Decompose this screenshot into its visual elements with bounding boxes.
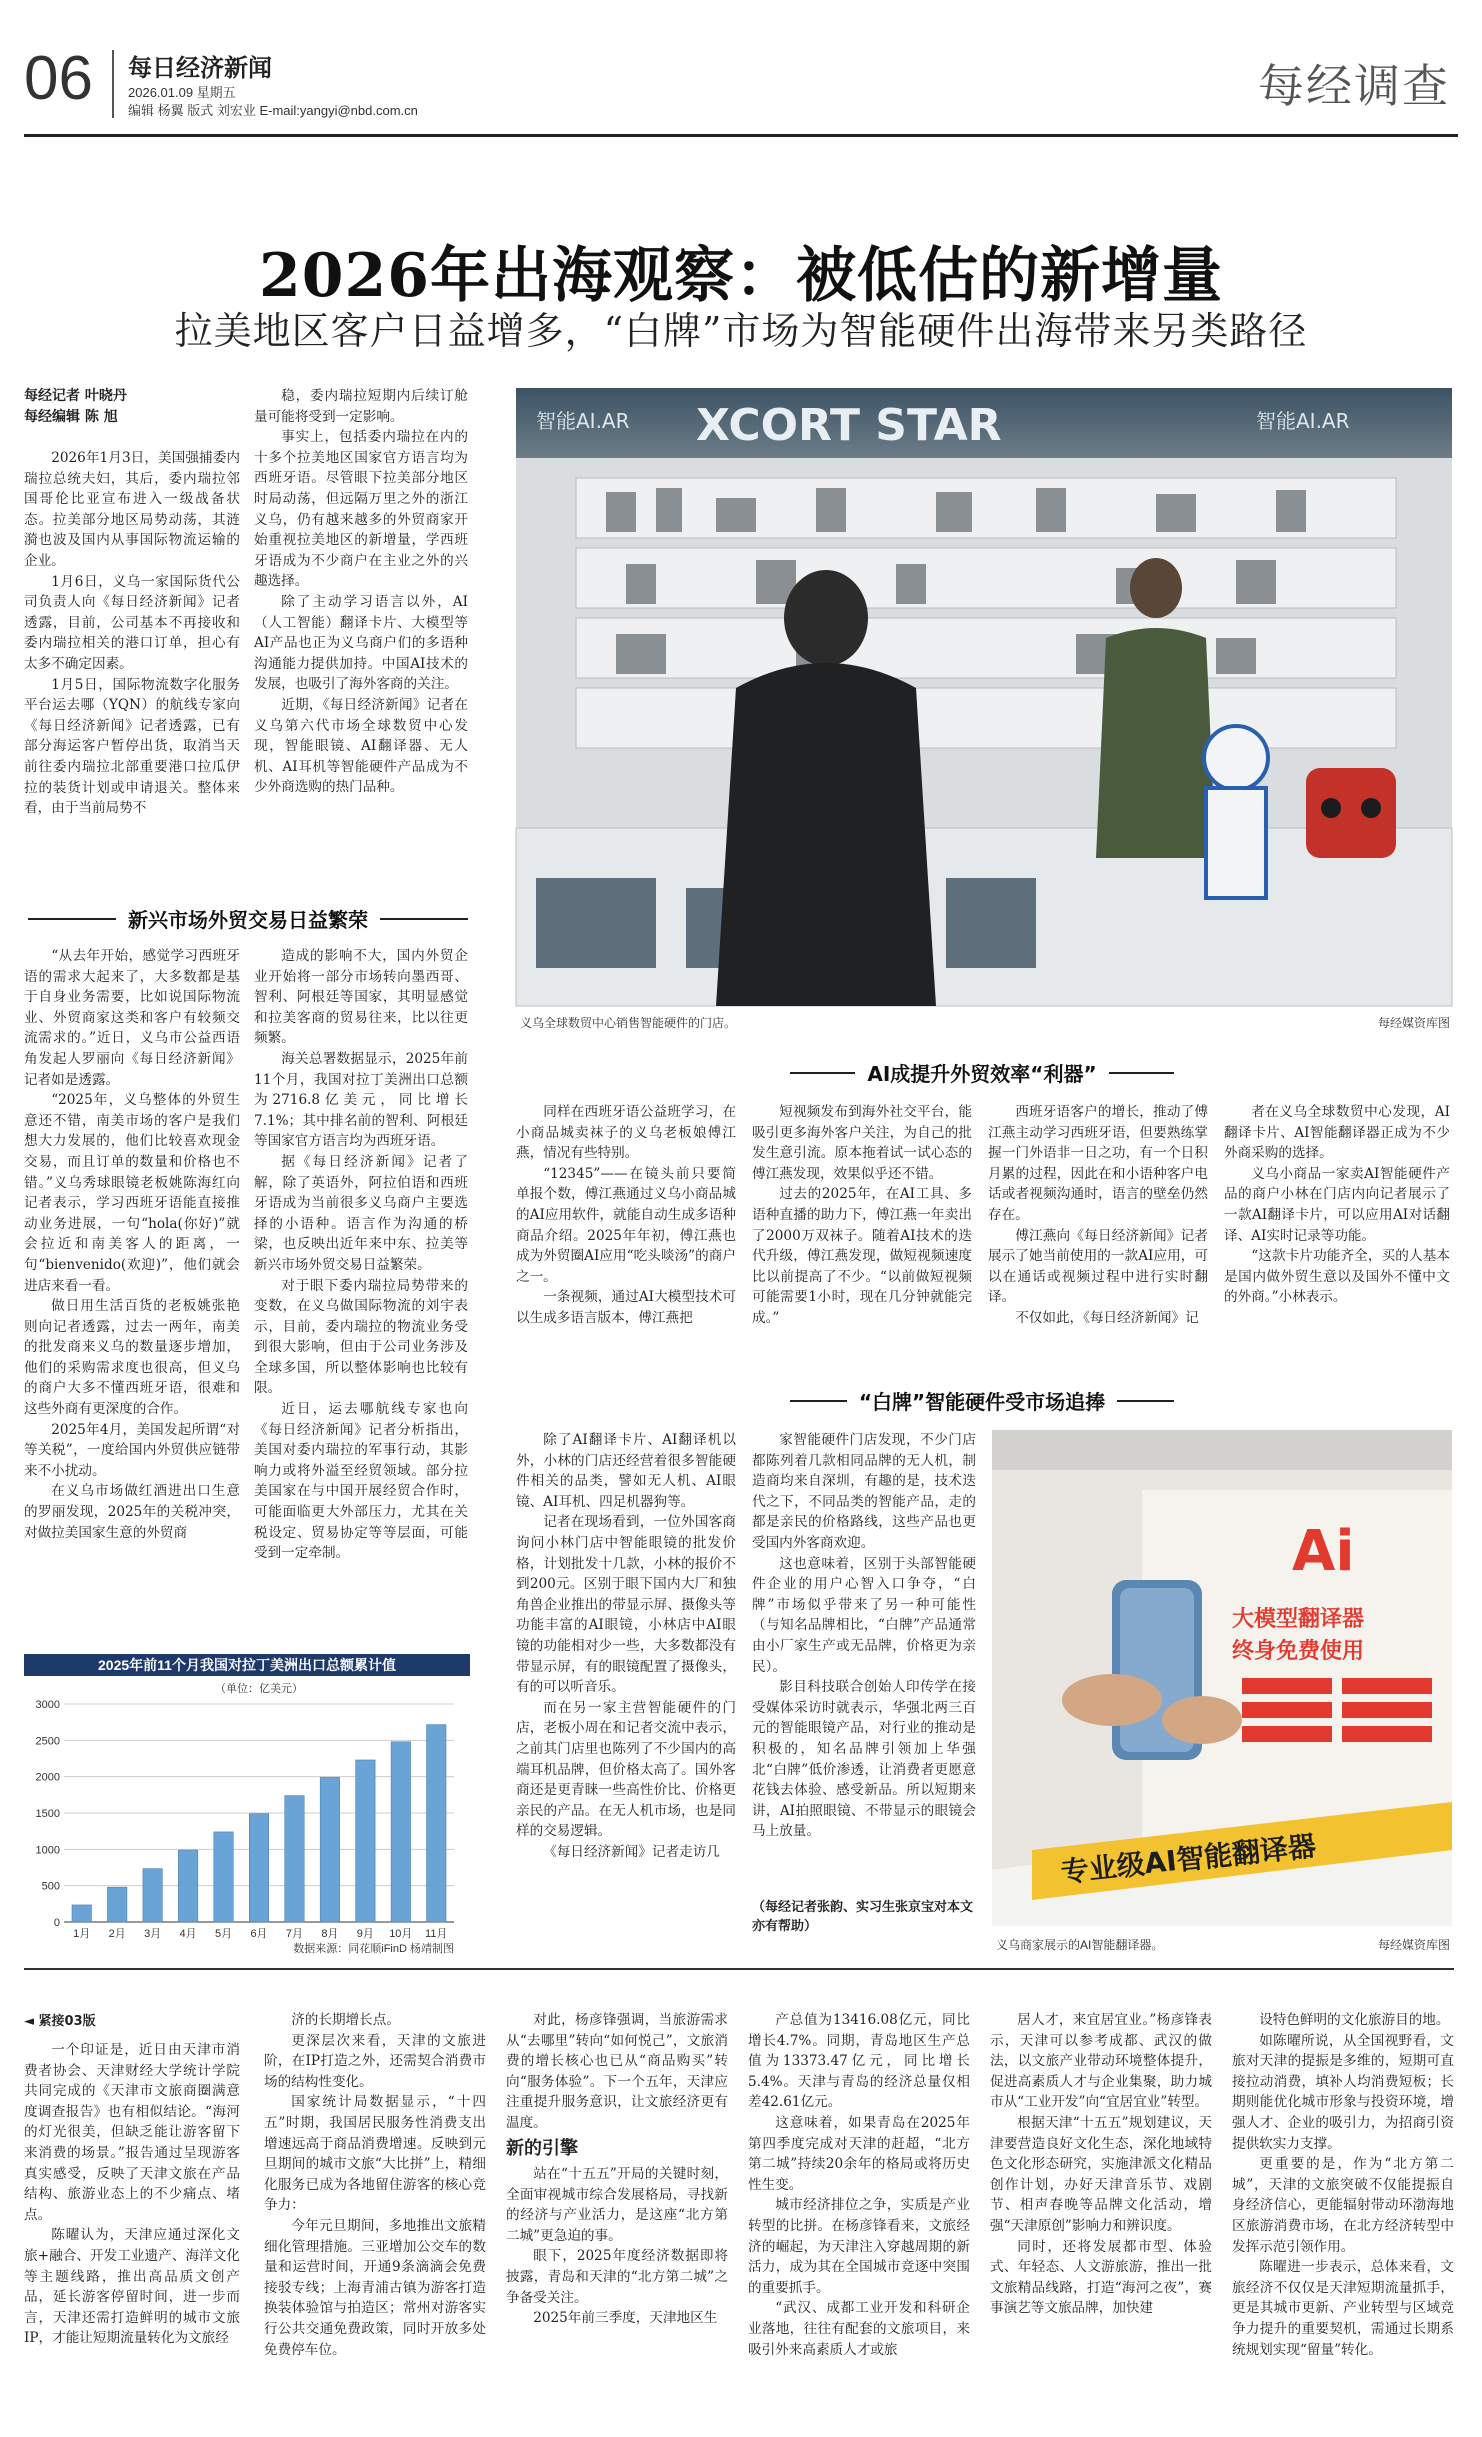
subheadline: 拉美地区客户日益增多，“白牌”市场为智能硬件出海带来另类路径 [174,309,1308,353]
paragraph: 在义乌市场做红酒进出口生意的罗丽发现，2025年的关税冲突，对做拉美国家生意的外贸商 [24,1483,240,1541]
x-tick-label: 3月 [144,1928,162,1940]
bar [285,1796,305,1922]
paragraph: 陈曜认为，天津应通过深化文旅+融合、开发工业遗产、海洋文化等主题线路，推出高品质文创产品，延长游客停留时间，进一步而言，天津还需打造鲜明的城市文旅IP，才能让短期流量转化为文旅经 [24,2227,240,2347]
paragraph: 1月6日，义乌一家国际货代公司负责人向《每日经济新闻》记者透露，目前，公司基本不再接收和委内瑞拉相关的港口订单，担心有太多不确定因素。 [24,573,240,672]
byline-editor: 每经编辑 陈 旭 [24,409,118,425]
paragraph: 1月5日，国际物流数字化服务平台运去哪（YQN）的航线专家向《每日经济新闻》记者透露，已有部分海运客户暂停出货，取消当天前往委内瑞拉北部重要港口拉瓜伊拉的装货计划或申请退关。整体来看，由于当前局势不 [24,676,240,817]
bar [427,1725,447,1922]
bottom-col5 [990,2010,1212,2430]
paragraph: 者在义乌全球数贸中心发现，AI翻译卡片、AI智能翻译器正成为不少外商采购的选择。 [1224,1104,1450,1162]
section1-title: 新兴市场外贸交易日益繁荣 [128,908,368,932]
rule [380,918,468,920]
paragraph: 家智能硬件门店发现，不少门店都陈列着几款相同品牌的无人机，制造商均来自深圳，有趣的是，技术迭代之下，不同品类的智能产品，走的都是亲民的价格路线，这些产品也更受国内外客商欢迎。 [752,1432,976,1551]
x-tick-label: 9月 [356,1928,374,1940]
y-tick-label: 3000 [35,1699,60,1711]
product-line2: 终身免费使用 [1232,1639,1365,1664]
byline [24,386,244,428]
y-tick-label: 2000 [35,1771,60,1784]
paragraph: 西班牙语客户的增长，推动了傅江燕主动学习西班牙语，但要熟练掌握一门外语非一日之功，有一个日积月累的过程，因此在和小语种客户电话或者视频沟通时，语言的壁垒仍然存在。 [988,1104,1208,1223]
x-tick-label: 1月 [73,1928,91,1940]
paragraph: 站在“十五五”开局的关键时刻，全面审视城市综合发展格局，寻找新的经济与产业活力，是这座“北方第二城”更急迫的事。 [506,2166,728,2244]
x-tick-label: 10月 [389,1928,413,1940]
translator-photo [992,1430,1452,1926]
rule [1117,1400,1174,1402]
store-sign-right: 智能AI.AR [1256,409,1350,433]
paragraph: 今年元旦期间，多地推出文旅精细化管理措施。三亚增加公交车的数量和运营时间，开通9条滴滴会免费接驳专线；上海青浦古镇为游客打造换装体验馆与拍造区；常州对游客实行公共交通免费政策，同时开放多处免费停车位。 [264,2217,486,2358]
store-photo-illustration [516,388,1452,1006]
bar [143,1869,163,1922]
bottom-col4 [748,2010,970,2430]
contributors-note: （每经记者张韵、实习生张京宝对本文亦有帮助） [752,1900,974,1934]
photo1-credit: 每经媒资库图 [1377,1016,1450,1030]
continued-marker: ◄ 紧接03版 [24,2014,96,2029]
paragraph: “这款卡片功能齐全，买的人基本是国内做外贸生意以及国外不懂中文的外商。”小林表示。 [1224,1248,1450,1306]
paragraph: 义乌小商品一家卖AI智能硬件产品的商户小林在门店内向记者展示了一款AI翻译卡片，可以应用AI对话翻译、AI实时记录等功能。 [1224,1165,1450,1244]
bottom-col1 [24,2040,240,2430]
paragraph: 影目科技联合创始人印传学在接受媒体采访时就表示，华强北两三百元的智能眼镜产品，对行业的推动是积极的，知名品牌引领加上华强北“白牌”低价渗透，让消费者更愿意花钱去体验、感受新品。所以短期来讲，AI拍照眼镜、不带显示的眼镜会马上放量。 [752,1679,976,1840]
store-sign-left: 智能AI.AR [536,409,630,433]
paragraph: “从去年开始，感觉学习西班牙语的需求大起来了，大多数都是基于自身业务需要，比如说国际物流业、外贸商家这类和客户有较频交流需求的。”近日，义乌市公益西语角发起人罗丽向《每日经济新闻》记者如是透露。 [24,948,240,1088]
y-tick-label: 1500 [35,1808,60,1820]
bar [72,1905,92,1922]
x-tick-label: 7月 [285,1928,304,1940]
paragraph: 短视频发布到海外社交平台，能吸引更多海外客户关注，为自己的批发生意引流。原本拖着试一试心态的傅江燕发现，效果似乎还不错。 [752,1104,972,1182]
section1-col1 [24,946,240,1646]
bar [320,1777,340,1922]
x-tick-label: 2月 [108,1928,126,1940]
paragraph: 对于眼下委内瑞拉局势带来的变数，在义乌做国际物流的刘宇表示，目前，委内瑞拉的物流业务受到很大影响，但由于公司业务涉及全球多国，所以整体影响也比较有限。 [254,1277,468,1397]
rule [28,918,116,920]
paragraph: 陈曜进一步表示，总体来看，文旅经济不仅仅是天津短期流量抓手，更是其城市更新、产业转型与区域竞争力提升的重要契机，需通过长期系统规划实现“留量”转化。 [1232,2259,1454,2358]
paragraph: 眼下，2025年度经济数据即将披露，青岛和天津的“北方第二城”之争备受关注。 [506,2248,728,2306]
paragraph: 傅江燕向《每日经济新闻》记者展示了她当前使用的一款AI应用，可以在通话或视频过程中进行实时翻译。 [988,1227,1208,1306]
section1-heading [28,904,468,933]
section2-col2 [752,1102,972,1372]
paragraph: 造成的影响不大，国内外贸企业开始将一部分市场转向墨西哥、智利、阿根廷等国家，其明显感觉和拉美客商的贸易往来，比以往更频繁。 [254,948,468,1047]
paragraph: 这也意味着，区别于头部智能硬件企业的用户心智入口争夺，“白牌”市场似乎带来了另一种可能性（与知名品牌相比，“白牌”产品通常由小厂家生产或无品牌，价格更为亲民）。 [752,1555,976,1675]
chart-title: 2025年前11个月我国对拉丁美洲出口总额累计值 [24,1654,470,1676]
section3-heading [790,1386,1174,1415]
chart-canvas [24,1676,470,1958]
paragraph: 这意味着，如果青岛在2025年第四季度完成对天津的赶超，“北方第二城”持续20余年的格局或将历史性生变。 [748,2114,970,2193]
x-tick-label: 8月 [321,1928,339,1940]
section3-col2 [752,1430,976,1892]
bottom-col2 [264,2010,486,2430]
bottom-col3 [506,2010,728,2131]
paper-name: 每日经济新闻 [128,54,272,82]
paragraph: 更深层次来看，天津的文旅进阶，在IP打造之外，还需契合消费市场的结构性变化。 [264,2032,486,2090]
ai-logo-text: Ai [1292,1519,1355,1584]
paragraph: 济的长期增长点。 [291,2012,400,2028]
store-photo [516,388,1452,1006]
x-tick-label: 11月 [425,1928,448,1940]
export-chart [24,1654,470,1958]
x-tick-label: 6月 [250,1928,268,1940]
paragraph: 同时，还将发展都市型、体验式、年轻态、人文游旅游，推出一批文旅精品线路，打造“海河之夜”，赛事演艺等文旅品牌，加快建 [990,2238,1212,2317]
bottom-subheading: 新的引擎 [506,2138,578,2159]
bar [107,1887,127,1922]
paragraph: 2026年1月3日，美国强捕委内瑞拉总统夫妇，其后，委内瑞拉邻国哥伦比亚宣布进入一级战备状态。拉美部分地区局势动荡，其涟漪也波及国内从事国际物流运输的企业。 [24,450,240,569]
paragraph: 近期，《每日经济新闻》记者在义乌第六代市场全球数贸中心发现，智能眼镜、AI翻译器、无人机、AI耳机等智能硬件产品成为不少外商选购的热门品种。 [254,696,468,796]
paragraph: 近日，运去哪航线专家也向《每日经济新闻》记者分析指出，美国对委内瑞拉的军事行动，其影响力或将外溢至经贸领域。部分拉美国家在与中国开展经贸合作时，可能面临更大外部压力，尤其在关税设定、贸易协定等等层面，可能受到一定牵制。 [254,1401,468,1562]
section2-col3 [988,1102,1208,1372]
paragraph: 2025年前三季度，天津地区生 [533,2310,718,2327]
issue-date: 2026.01.09 星期五 [128,85,236,100]
paragraph: “12345”——在镜头前只要简单报个数，傅江燕通过义乌小商品城的AI应用软件，就能自动生成多语种商品介绍。2025年年初，傅江燕也成为外贸圈AI应用“吃头啖汤”的商户之一。 [516,1165,736,1285]
paragraph: 做日用生活百货的老板姚张艳则向记者透露，过去一两年，南美的批发商来义乌的数量逐步增加，他们的采购需求度也很高，但义乌的商户大多不懂西班牙语，很难和这些外商有更深度的合作。 [24,1298,240,1418]
paragraph: 除了主动学习语言以外，AI（人工智能）翻译卡片、大模型等AI产品也正为义乌商户们的多语种沟通能力提供加持。中国AI技术的发展，也吸引了海外客商的关注。 [254,593,468,693]
y-tick-label: 500 [41,1880,60,1893]
paragraph: 产总值为13416.08亿元，同比增长4.7%。同期，青岛地区生产总值为13373.47亿元，同比增长5.4%。天津与青岛的经济总量仅相差42.61亿元。 [748,2012,970,2111]
paragraph: 稳，委内瑞拉短期内后续订舱量可能将受到一定影响。 [254,388,468,425]
x-tick-label: 5月 [214,1928,233,1940]
paragraph: 如陈曜所说，从全国视野看，文旅对天津的提振是多维的，短期可直接拉动消费，填补人均消费短板；长期则能优化城市形象与投资环境，增强人才、企业的吸引力，为招商引资提供软实力支撑。 [1232,2032,1454,2152]
bar [391,1742,411,1922]
x-tick-label: 4月 [179,1928,197,1940]
chart-unit: （单位：亿美元） [215,1683,303,1695]
product-line1: 大模型翻译器 [1232,1607,1365,1632]
paragraph: 根据天津“十五五”规划建议，天津要营造良好文化生态，深化地域特色文化形态研究，实施津派文化精品创作计划，办好天津音乐节、戏剧节、相声春晚等品牌文化活动，增强“天津原创”影响力和辨识度。 [990,2114,1212,2234]
section-name: 每经调查 [1258,59,1450,113]
paragraph: 记者在现场看到，一位外国客商询问小林门店中智能眼镜的批发价格，计划批发十几款，小林的报价不到200元。区别于眼下国内大厂和独角兽企业推出的带显示屏、摄像头等功能丰富的AI眼镜，小林店中AI眼镜的功能相对少一些，大多数都没有带显示屏，有的眼镜配置了摄像头，有的可以听音乐。 [516,1514,736,1696]
paragraph: 国家统计局数据显示，“十四五”时期，我国居民服务性消费支出增速远高于商品消费增速。反映到元旦期间的城市文旅“大比拼”上，精细化服务已成为各地留住游客的核心竞争力： [264,2094,486,2214]
header-divider [112,50,114,118]
article-col1 [24,448,240,888]
paragraph: “2025年，义乌整体的外贸生意还不错，南美市场的客户是我们想大力发展的，他们比较喜欢现金交易，而且订单的数量和价格也不错。”义乌秀球眼镜老板姚陈海红向记者表示，学习西班牙语能直接推动业务进展，一句“hola(你好)”就会拉近和南美客人的距离，一句“bienvenido(欢迎)”，他们就会进店来看一看。 [24,1092,240,1294]
byline-reporter: 每经记者 叶晓丹 [24,388,127,404]
section1-col2 [254,946,468,1646]
chart-source: 数据来源：同花顺iFinD 杨靖制图 [293,1943,454,1955]
y-tick-label: 0 [53,1917,60,1929]
editor-line: 编辑 杨翼 版式 刘宏业 E-mail:yangyi@nbd.com.cn [128,103,418,118]
paragraph: 海关总署数据显示，2025年前11个月，我国对拉丁美洲出口总额为2716.8亿美元，同比增长7.1%；其中排名前的智利、阿根廷等国家官方语言均为西班牙语。 [254,1050,468,1150]
y-tick-label: 1000 [35,1844,60,1857]
photo2-caption: 义乌商家展示的AI智能翻译器。 [996,1938,1164,1952]
paragraph: 除了AI翻译卡片、AI翻译机以外，小林的门店还经营着很多智能硬件相关的品类，譬如无人机、AI眼镜、AI耳机、四足机器狗等。 [516,1432,736,1510]
paragraph: 2025年4月，美国发起所谓“对等关税”，一度给国内外贸供应链带来不小扰动。 [24,1421,240,1479]
bar [214,1832,234,1922]
page-number: 06 [24,44,93,113]
section2-col4 [1224,1102,1450,1372]
section2-title: AI成提升外贸效率“利器” [867,1062,1097,1086]
headline: 2026年出海观察：被低估的新增量 [259,241,1223,311]
paragraph: 一个印证是，近日由天津市消费者协会、天津财经大学统计学院共同完成的《天津市文旅商圈满意度调查报告》也有相似结论。“海河的灯光很美，但缺乏能让游客留下来消费的场景。”报告通过呈现游客真实感受，反映了天津文旅在产品结构、旅游业态上的不少痛点、堵点。 [24,2042,240,2223]
section2-heading [790,1058,1174,1087]
paragraph: 一条视频，通过AI大模型技术可以生成多语言版本，傅江燕把 [516,1289,736,1326]
banner-text: 专业级AI智能翻译器 [1059,1829,1318,1889]
paragraph: 而在另一家主营智能硬件的门店，老板小周在和记者交流中表示，之前其门店里也陈列了不少国内的高端耳机品牌，但价格太高了。国外客商还是更青睐一些高性价比、价格更亲民的产品。在无人机市场，也是同样的交易逻辑。 [516,1699,736,1840]
paragraph: 更重要的是，作为“北方第二城”，天津的文旅突破不仅能提振自身经济信心，更能辐射带动环渤海地区旅游消费市场，在北方经济转型中发挥示范引领作用。 [1232,2156,1454,2255]
rule [790,1400,847,1402]
paragraph: 《每日经济新闻》记者走访几 [543,1843,720,1860]
bar [356,1760,376,1922]
paragraph: “武汉、成都工业开发和科研企业落地，往往有配套的文旅项目，来吸引外来高素质人才或旅 [748,2300,970,2358]
bottom-divider [24,1968,1454,1970]
paragraph: 事实上，包括委内瑞拉在内的十多个拉美地区国家官方语言均为西班牙语。尽管眼下拉美部分地区时局动荡，但远隔万里之外的浙江义乌，仍有越来越多的外贸商家开始重视拉美地区的新增量，学西班牙语成为不少商户在主业之外的兴趣选择。 [254,429,468,590]
paragraph: 居人才，来宜居宜业。”杨彦锋表示，天津可以参考成都、武汉的做法，以文旅产业带动环境整体提升，促进高素质人才与企业集聚，助力城市从“工业开发”向“宜居宜业”转型。 [990,2012,1212,2111]
bottom-col6 [1232,2010,1454,2430]
paragraph: 不仅如此，《每日经济新闻》记 [1015,1309,1199,1326]
paragraph: 据《每日经济新闻》记者了解，除了英语外，阿拉伯语和西班牙语成为当前很多义乌商户主要选择的小语种。语言作为沟通的桥梁，也反映出近年来中东、拉美等新兴市场外贸交易日益繁荣。 [254,1153,468,1273]
rule [1109,1072,1174,1074]
bar [178,1850,198,1922]
rule [790,1072,855,1074]
store-sign: XCORT STAR [696,400,1002,451]
section3-title: “白牌”智能硬件受市场追捧 [858,1390,1106,1414]
section3-col1 [516,1430,736,1950]
paragraph: 设特色鲜明的文化旅游目的地。 [1259,2012,1450,2028]
paragraph: 过去的2025年，在AI工具、多语种直播的助力下，傅江燕一年卖出了2000万双袜子。随着AI技术的迭代升级，傅江燕发现，做短视频速度比以前提高了不少。“以前做短视频可能需要1小时，现在几分钟就能完成。” [752,1186,972,1326]
photo2-credit: 每经媒资库图 [1377,1938,1450,1952]
article-col2 [254,386,468,886]
y-tick-label: 2500 [35,1735,60,1748]
bottom-col3b [506,2164,728,2430]
bar [249,1814,269,1922]
paragraph: 城市经济排位之争，实质是产业转型的比拼。在杨彦锋看来，文旅经济的崛起，为天津注入穿越周期的新活力，成为其在全国城市竞逐中突围的重要抓手。 [748,2197,970,2296]
photo1-caption: 义乌全球数贸中心销售智能硬件的门店。 [520,1016,737,1030]
translator-photo-illustration [992,1430,1452,1926]
header-rule [24,134,1458,137]
section2-col1 [516,1102,736,1372]
paragraph: 对此，杨彦锋强调，当旅游需求从“去哪里”转向“如何悦己”，文旅消费的增长核心也已从“商品购买”转向“服务体验”。下一个五年，天津应注重提升服务意识，让文旅经济更有温度。 [506,2012,728,2131]
paragraph: 同样在西班牙语公益班学习，在小商品城卖袜子的义乌老板娘傅江燕，情况有些特别。 [516,1104,736,1162]
